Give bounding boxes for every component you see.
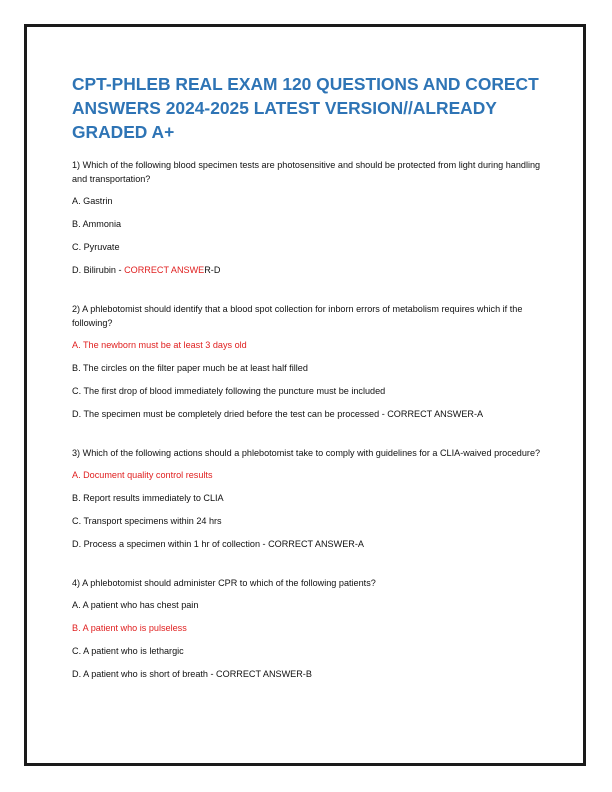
document-title: CPT-PHLEB REAL EXAM 120 QUESTIONS AND CORECT ANSWERS 2024-2025 LATEST VERSION//ALREADY GRADED A+ [72, 74, 539, 142]
option-d: D. The specimen must be completely dried before the test can be processed - CORRECT ANSWER-A [72, 409, 484, 419]
spacer [72, 430, 542, 446]
question-1 [72, 158, 542, 277]
correct-answer-label: CORRECT ANSWE [124, 265, 205, 275]
correct-answer-value: R-D [204, 265, 221, 275]
option-c: C. A patient who is lethargic [72, 646, 184, 656]
option-b: B. Report results immediately to CLIA [72, 493, 224, 503]
option-d: D. Process a specimen within 1 hr of collection - CORRECT ANSWER-A [72, 539, 364, 549]
document-content [72, 72, 542, 690]
question-text: 2) A phlebotomist should identify that a blood spot collection for inborn errors of metabolism requires which if the following? [72, 304, 523, 328]
option-b: B. Ammonia [72, 219, 122, 229]
option-d-text: D. Bilirubin - [72, 265, 125, 275]
spacer [72, 286, 542, 302]
option-a: A. Document quality control results [72, 470, 213, 480]
option-a: A. A patient who has chest pain [72, 600, 199, 610]
option-a: A. The newborn must be at least 3 days old [72, 340, 247, 350]
spacer [72, 560, 542, 576]
question-4 [72, 576, 542, 681]
question-3 [72, 446, 542, 551]
question-text: 1) Which of the following blood specimen tests are photosensitive and should be protected from light during handling and transportation? [72, 160, 541, 184]
option-c: C. The first drop of blood immediately following the puncture must be included [72, 386, 386, 396]
option-c: C. Pyruvate [72, 242, 120, 252]
option-b: B. A patient who is pulseless [72, 623, 187, 633]
option-b: B. The circles on the filter paper much be at least half filled [72, 363, 308, 373]
option-a: A. Gastrin [72, 196, 113, 206]
option-c: C. Transport specimens within 24 hrs [72, 516, 222, 526]
option-d: D. A patient who is short of breath - CORRECT ANSWER-B [72, 669, 312, 679]
question-text: 4) A phlebotomist should administer CPR to which of the following patients? [72, 578, 376, 588]
question-2 [72, 302, 542, 421]
question-text: 3) Which of the following actions should a phlebotomist take to comply with guidelines for a CLIA-waived procedure? [72, 448, 541, 458]
option-d [72, 263, 542, 277]
